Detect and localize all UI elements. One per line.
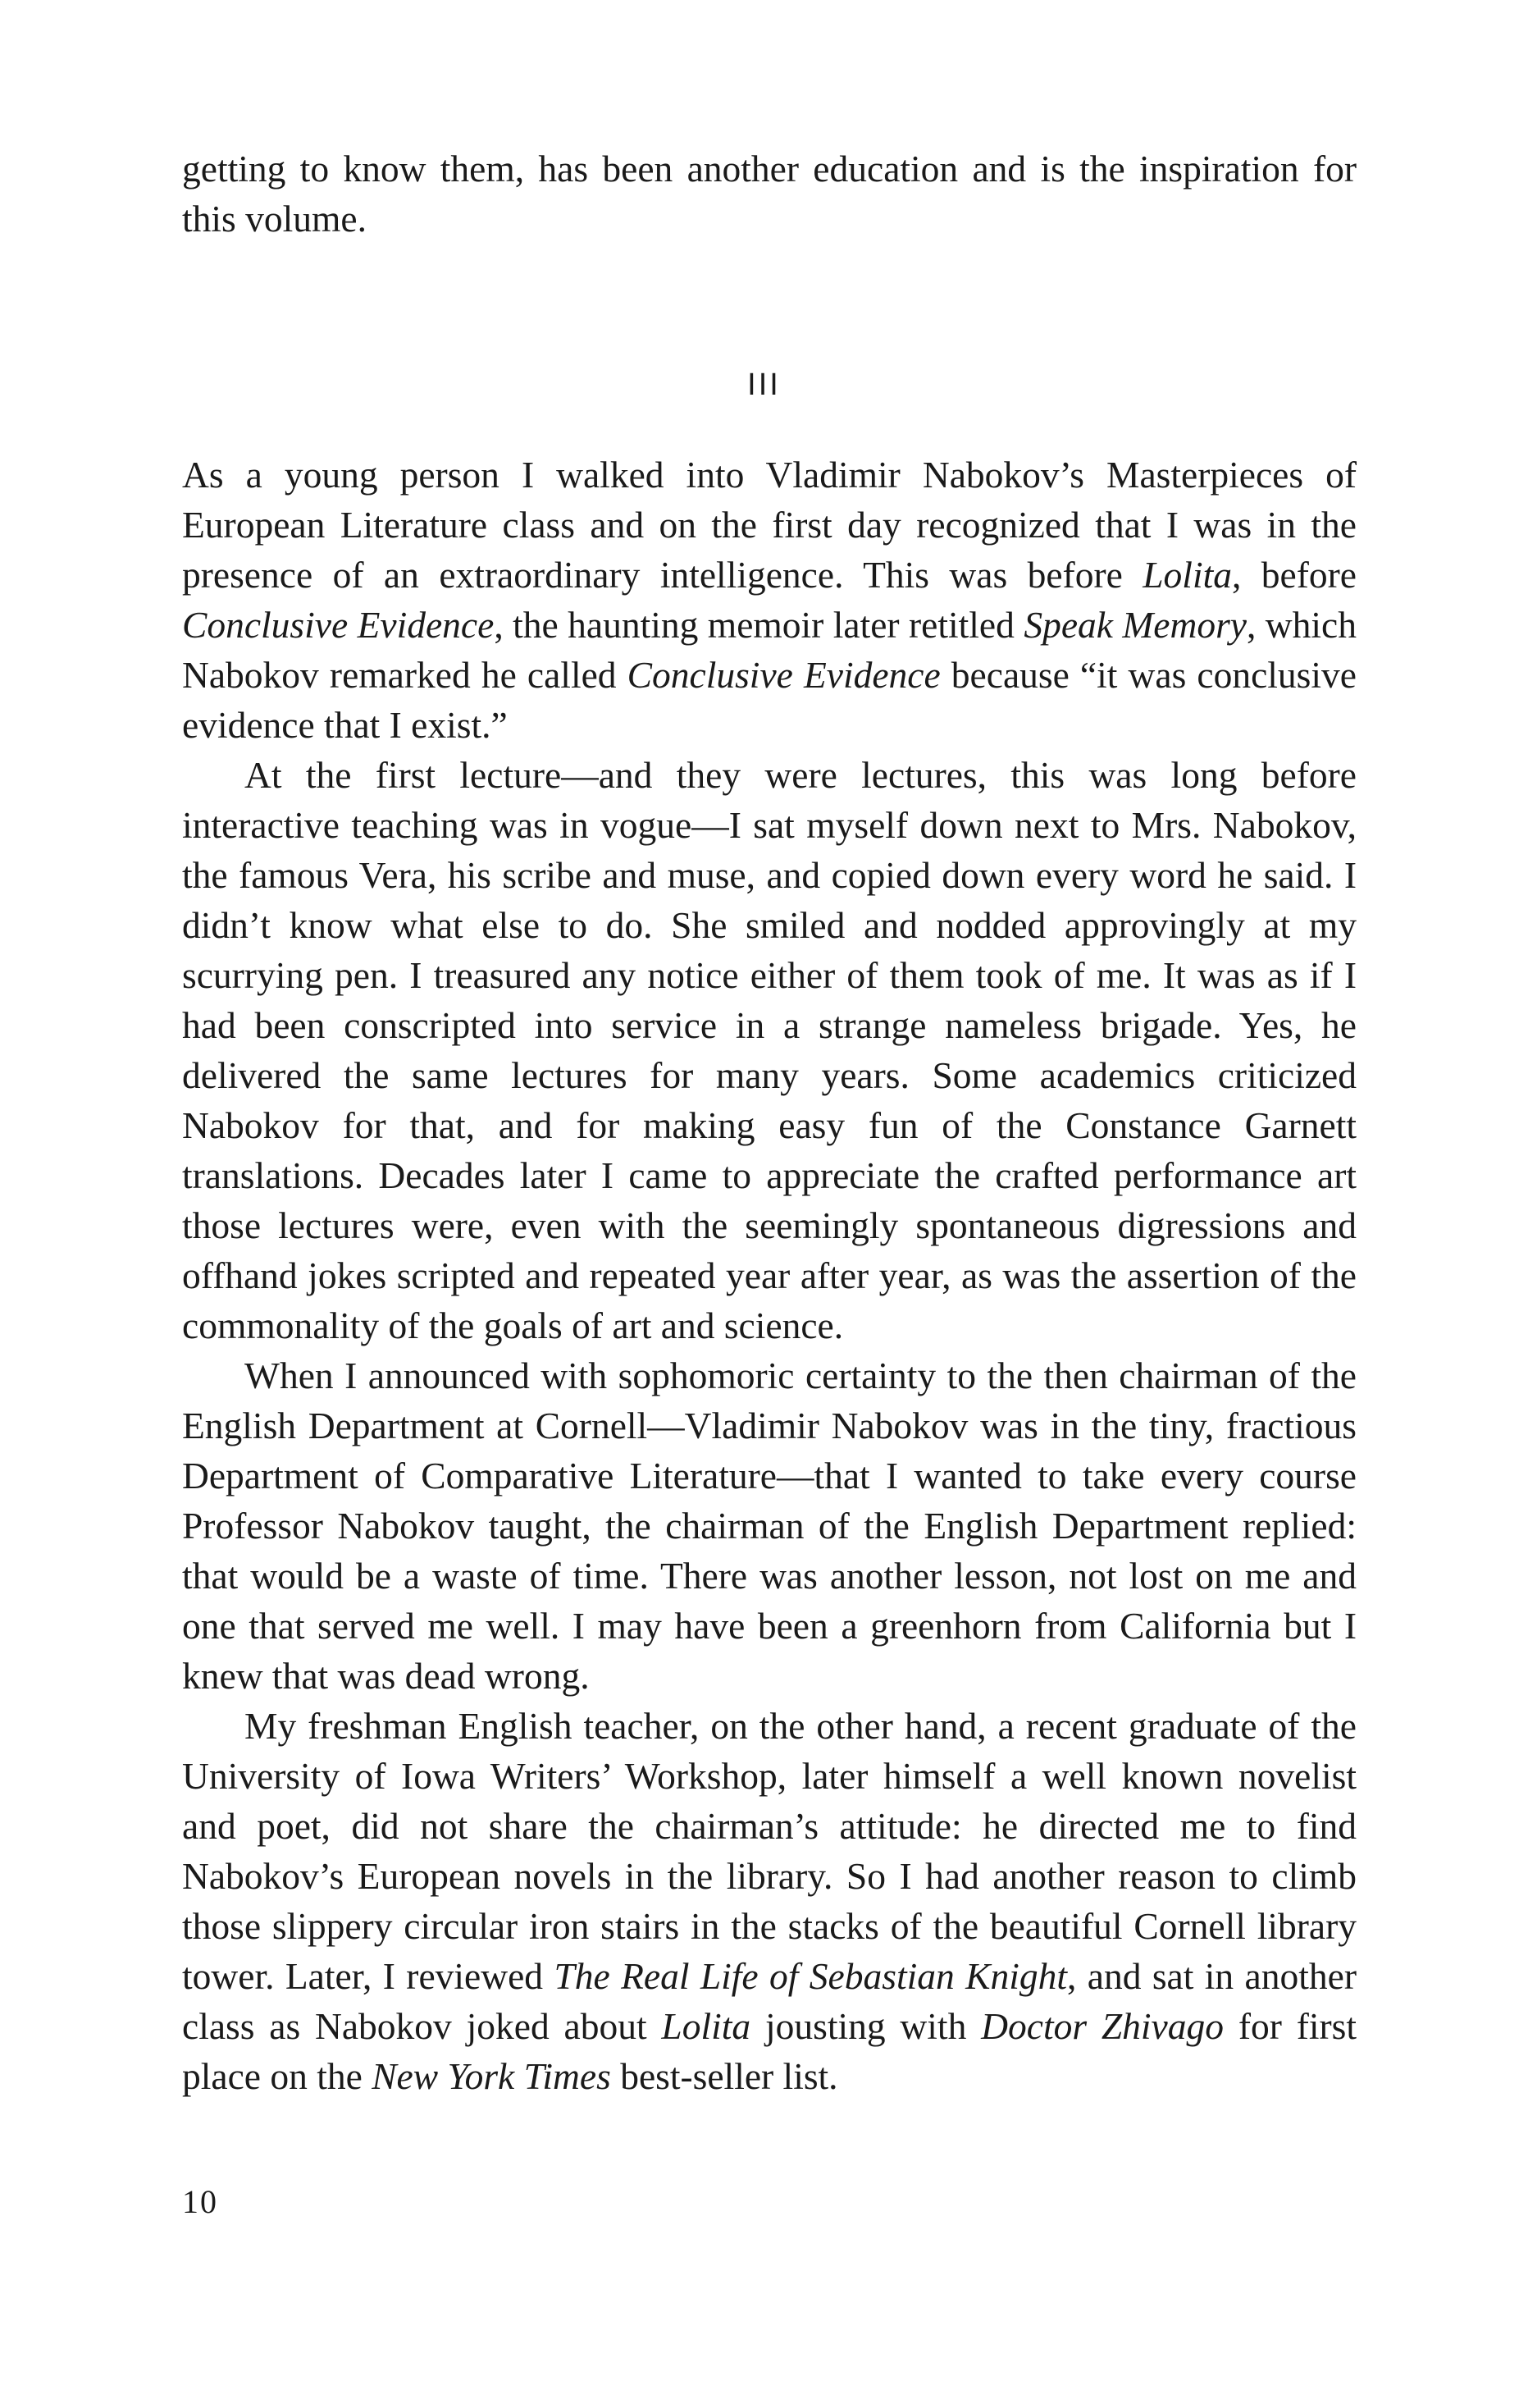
italic-title: New York Times bbox=[372, 2055, 611, 2097]
text-run: At the first lecture—and they were lectures, this was long before interactive teaching was in vogue—I sat myself down next to Mrs. Nabokov, the famous Vera, his scribe and muse, and copied down every word he said. I didn’t know what else to do. She smiled and nodded approvingly at my scurrying pen. I treasured any notice either of them took of me. It was as if I had been conscripted into service in a strange nameless brigade. Yes, he delivered the same lectures for many years. Some academics criticized Nabokov for that, and for making easy fun of the Constance Garnett translations. Decades later I came to appreciate the crafted performance art those lectures were, even with the seemingly spontaneous digressions and offhand jokes scripted and repeated year after year, as was the assertion of the commonality of the goals of art and science. bbox=[182, 754, 1357, 1346]
italic-title: The Real Life of Sebastian Knight bbox=[554, 1955, 1067, 1997]
page-number: 10 bbox=[182, 2183, 218, 2220]
paragraph bbox=[182, 1701, 1357, 2101]
italic-title: Conclusive Evidence bbox=[627, 654, 941, 696]
section-heading: III bbox=[747, 368, 781, 402]
text-run: As a young person I walked into Vladimir Nabokov’s Masterpieces of European Literature class and on the first day recognized that I was in the presence of an extraordinary intelligence. This was before bbox=[182, 454, 1357, 596]
italic-title: Doctor Zhivago bbox=[981, 2005, 1225, 2047]
text-run: , and sat in another class as Nabokov joked about bbox=[182, 1955, 1357, 2047]
text-run: jousting with bbox=[750, 2005, 982, 2047]
italic-title: Speak Memory bbox=[1024, 604, 1247, 646]
continued-text: getting to know them, has been another education and is the inspiration for this volume. bbox=[182, 148, 1357, 240]
continued-paragraph bbox=[182, 144, 1357, 244]
text-run: My freshman English teacher, on the other hand, a recent graduate of the University of Iowa Writers’ Workshop, later himself a well known novelist and poet, did not share the chairman’s attitude: he directed me to find Nabokov’s European novels in the library. So I had another reason to climb those slippery circular iron stairs in the stacks of the beautiful Cornell library tower. Later, I reviewed bbox=[182, 1705, 1357, 1997]
text-run: because “it was conclusive evidence that I exist.” bbox=[182, 654, 1357, 746]
text-run: for first place on the bbox=[182, 2005, 1357, 2097]
text-run: best-seller list. bbox=[610, 2055, 838, 2097]
italic-title: Lolita bbox=[661, 2005, 751, 2047]
text-run: , which Nabokov remarked he called bbox=[182, 604, 1357, 696]
text-run: When I announced with sophomoric certainty to the then chairman of the English Department at Cornell—Vladimir Nabokov was in the tiny, fractious Department of Comparative Literature—that I wanted to take every course Professor Nabokov taught, the chairman of the English Department replied: that would be a waste of time. There was another lesson, not lost on me and one that served me well. I may have been a greenhorn from California but I knew that was dead wrong. bbox=[182, 1355, 1357, 1697]
paragraph bbox=[182, 450, 1357, 750]
paragraph bbox=[182, 750, 1357, 1350]
text-run: , before bbox=[1231, 554, 1357, 596]
section-body bbox=[182, 450, 1357, 2101]
paragraph bbox=[182, 1350, 1357, 1701]
text-run: , the haunting memoir later retitled bbox=[494, 604, 1024, 646]
italic-title: Lolita bbox=[1143, 554, 1232, 596]
italic-title: Conclusive Evidence bbox=[182, 604, 495, 646]
